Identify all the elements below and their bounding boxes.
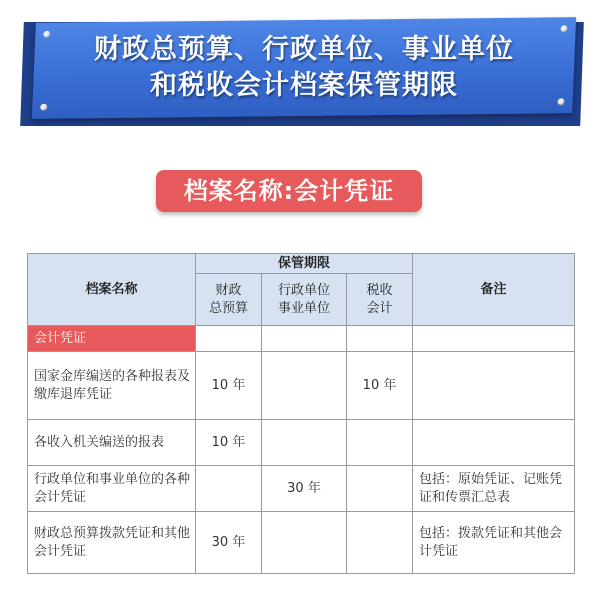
row-remarks xyxy=(413,420,575,466)
row-name: 行政单位和事业单位的各种会计凭证 xyxy=(28,466,196,512)
row-name: 国家金库编送的各种报表及缴库退库凭证 xyxy=(28,352,196,420)
table-row xyxy=(28,512,575,574)
section-title: 会计凭证 xyxy=(28,326,196,352)
row-finance-period: 10 年 xyxy=(196,420,262,466)
header-finance-budget xyxy=(196,274,262,326)
row-tax-period xyxy=(347,466,413,512)
header-retention-period: 保管期限 xyxy=(196,254,413,274)
header-finance-line1: 财政 xyxy=(215,282,242,298)
retention-table xyxy=(27,253,575,574)
bolt-bottom-left xyxy=(40,104,47,111)
header-tax-line2: 会计 xyxy=(366,300,393,316)
banner-title xyxy=(16,32,592,104)
row-finance-period: 10 年 xyxy=(196,352,262,420)
header-archive-name: 档案名称 xyxy=(28,254,196,326)
header-row-1 xyxy=(28,254,575,274)
row-name: 各收入机关编送的报表 xyxy=(28,420,196,466)
row-finance-period xyxy=(196,466,262,512)
row-tax-period xyxy=(347,512,413,574)
table-row xyxy=(28,420,575,466)
title-banner xyxy=(16,14,584,130)
row-tax-period: 10 年 xyxy=(347,352,413,420)
row-admin-period: 30 年 xyxy=(262,466,347,512)
header-admin-line1: 行政单位 xyxy=(277,282,330,298)
table-row xyxy=(28,466,575,512)
header-tax-line1: 税收 xyxy=(366,282,393,298)
section-row xyxy=(28,326,575,352)
header-admin-line2: 事业单位 xyxy=(277,300,330,316)
header-admin-units xyxy=(262,274,347,326)
row-admin-period xyxy=(262,420,347,466)
table-row xyxy=(28,352,575,420)
section-empty-cell xyxy=(347,326,413,352)
header-finance-line2: 总预算 xyxy=(208,300,248,316)
section-empty-cell xyxy=(262,326,347,352)
archive-name-label: 档案名称:会计凭证 xyxy=(156,170,422,212)
banner-title-line1: 财政总预算、行政单位、事业单位 xyxy=(94,34,514,65)
section-empty-cell xyxy=(196,326,262,352)
row-tax-period xyxy=(347,420,413,466)
row-admin-period xyxy=(262,352,347,420)
header-tax-accounting xyxy=(347,274,413,326)
row-remarks: 包括：拨款凭证和其他会计凭证 xyxy=(413,512,575,574)
row-finance-period: 30 年 xyxy=(196,512,262,574)
section-empty-cell xyxy=(413,326,575,352)
row-remarks: 包括：原始凭证、记账凭证和传票汇总表 xyxy=(413,466,575,512)
header-remarks: 备注 xyxy=(413,254,575,326)
banner-title-line2: 和税收会计档案保管期限 xyxy=(150,70,458,101)
row-name: 财政总预算拨款凭证和其他会计凭证 xyxy=(28,512,196,574)
row-remarks xyxy=(413,352,575,420)
row-admin-period xyxy=(262,512,347,574)
